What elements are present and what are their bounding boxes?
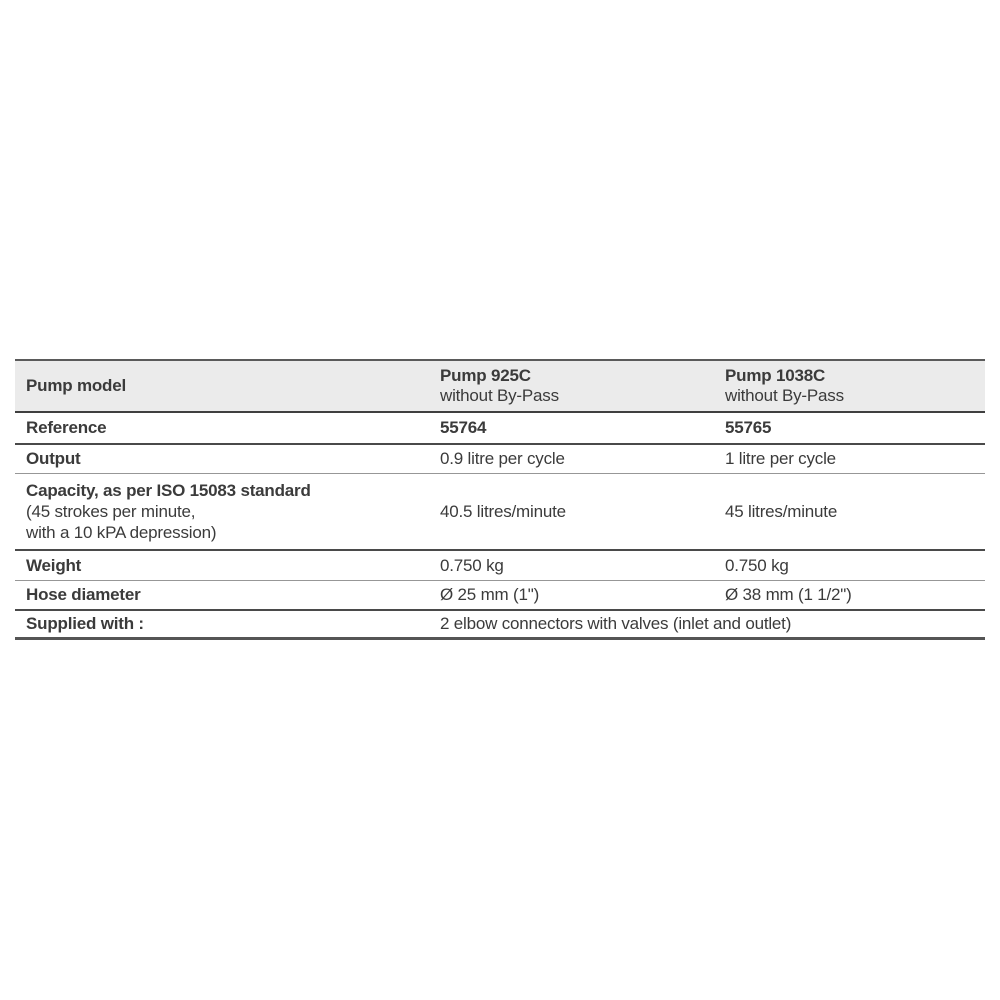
pump-spec-table xyxy=(15,359,985,640)
output-label: Output xyxy=(26,449,81,468)
capacity-value-1038c: 45 litres/minute xyxy=(725,501,838,521)
capacity-label-line1: Capacity, as per ISO 15083 standard xyxy=(26,481,311,500)
supplied-with-label: Supplied with : xyxy=(26,614,144,633)
hose-diameter-value-925c: Ø 25 mm (1") xyxy=(440,585,540,604)
header-pump-1038c xyxy=(725,366,985,406)
reference-value-1038c: 55765 xyxy=(725,418,772,437)
weight-value-925c: 0.750 kg xyxy=(440,555,504,575)
header-pump-925c-title: Pump 925C xyxy=(440,366,531,385)
table-header-row xyxy=(15,361,985,413)
hose-diameter-label: Hose diameter xyxy=(26,585,141,604)
header-pump-1038c-subtitle: without By-Pass xyxy=(725,386,844,405)
capacity-label xyxy=(15,480,440,543)
capacity-label-line3: with a 10 kPA depression) xyxy=(26,523,217,542)
capacity-label-line2: (45 strokes per minute, xyxy=(26,502,196,521)
output-value-1038c: 1 litre per cycle xyxy=(725,449,836,468)
weight-value-1038c: 0.750 kg xyxy=(725,555,789,575)
table-row-output xyxy=(15,445,985,474)
table-row-reference xyxy=(15,413,985,445)
hose-diameter-value-1038c: Ø 38 mm (1 1/2") xyxy=(725,585,852,604)
table-row-supplied-with xyxy=(15,611,985,640)
header-pump-925c-subtitle: without By-Pass xyxy=(440,386,559,405)
capacity-value-925c: 40.5 litres/minute xyxy=(440,501,566,521)
header-pump-model: Pump model xyxy=(26,376,127,395)
table-row-weight xyxy=(15,551,985,581)
header-pump-925c xyxy=(440,366,725,406)
output-value-925c: 0.9 litre per cycle xyxy=(440,449,565,468)
reference-value-925c: 55764 xyxy=(440,418,487,437)
table-row-hose-diameter xyxy=(15,581,985,611)
weight-label: Weight xyxy=(26,555,82,575)
supplied-with-value: 2 elbow connectors with valves (inlet and outlet) xyxy=(440,614,792,633)
header-pump-1038c-title: Pump 1038C xyxy=(725,366,826,385)
reference-label: Reference xyxy=(26,418,107,437)
table-row-capacity xyxy=(15,474,985,551)
